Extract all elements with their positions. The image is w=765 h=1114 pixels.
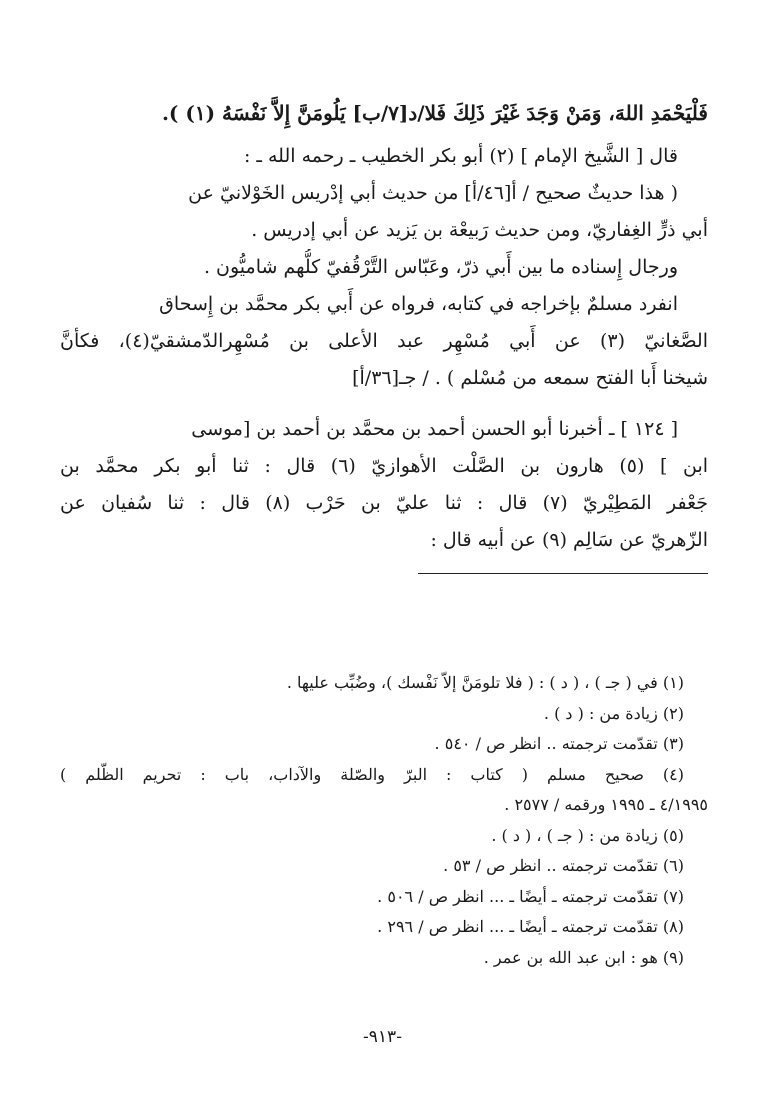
text-line-12: الزّهريّ عن سَالِم (٩) عن أبيه قال : [430, 529, 708, 551]
text-line-1: فَلْيَحْمَدِ اللهَ، وَمَنْ وَجَدَ غَيْرَ ذَلِكَ فَلا/د[٧/ب] يَلُومَنَّ إِلاَّ نَفْسَهُ (١) ). [161, 101, 708, 125]
footnote-3: (٣) تقدّمت ترجمته .. انظر ص / ٥٤٠ . [434, 734, 684, 753]
footnote-1: (١) في ( جـ ) ، ( د ) : ( فلا تلومَنَّ إلاّ نَفْسك )، وضُبِّب عليها . [286, 673, 684, 692]
main-text [60, 95, 708, 574]
text-line-6: انفرد مسلمٌ بإخراجه في كتابه، فرواه عن أَبي بكر محمَّد بن إِسحاق [159, 293, 678, 315]
text-line-10: ابن ] (٥) هارون بن الصَّلْت الأهوازيّ (٦) قال : ثنا أبو بكر محمَّد بن [60, 455, 708, 477]
footnote-2: (٢) زيادة من : ( د ) . [543, 703, 684, 723]
text-line-9: [ ١٢٤ ] ـ أخبرنا أبو الحسن أحمد بن محمَّد بن أحمد بن [موسى [191, 418, 678, 440]
text-line-7: الصَّغانيّ (٣) عن أَبي مُسْهِر عبد الأعلى بن مُسْهِرالدّمشقيّ(٤)، فكأنَّ [60, 330, 708, 352]
text-line-5: ورجال إِسناده ما بين أَبي ذرّ، وعَبّاس التَّرْقُفيّ كلُّهم شاميُّون . [203, 256, 678, 278]
footnotes [60, 668, 708, 973]
footnote-6: (٦) تقدّمت ترجمته .. انظر ص / ٥٣ . [443, 856, 684, 875]
footnote-4: (٤) صحيح مسلم ( كتاب : البرّ والصّلة والآداب، باب : تحريم الظّلم ) [60, 764, 684, 784]
text-line-4: أبي ذرٍّ الغِفاريّ، ومن حديث رَبيعْة بن يَزيد عن أبي إدريس . [251, 219, 708, 241]
footnote-4-continued: ٤/١٩٩٥ ـ ١٩٩٥ ورقمه / ٢٥٧٧ . [504, 795, 708, 814]
text-line-8: شيخنا أَبا الفتح سمعه من مُسْلم ) . / جـ[٣٦/أ] [352, 367, 708, 389]
footnote-5: (٥) زيادة من : ( جـ ) ، ( د ) . [491, 825, 684, 845]
text-line-2: قال [ الشَّيخ الإمام ] (٢) أبو بكر الخطيب ـ رحمه الله ـ : [243, 145, 678, 167]
footnote-8: (٨) تقدّمت ترجمته ـ أيضًا ـ ... انظر ص / ٢٩٦ . [377, 917, 684, 936]
footnote-9: (٩) هو : ابن عبد الله بن عمر . [483, 947, 684, 967]
text-line-3: ( هذا حديثٌ صحيح / أ[٤٦/أ] من حديث أبي إدْريس الخَوْلانيّ عن [188, 182, 678, 204]
footnote-7: (٧) تقدّمت ترجمته ـ أيضًا ـ ... انظر ص / ٥٠٦ . [377, 886, 684, 906]
text-line-11: جَعْفر المَطِيْريّ (٧) قال : ثنا عليّ بن حَرْب (٨) قال : ثنا سُفيان عن [60, 492, 708, 514]
page-number: -٩١٣- [363, 1027, 402, 1047]
footnote-separator [418, 573, 708, 574]
